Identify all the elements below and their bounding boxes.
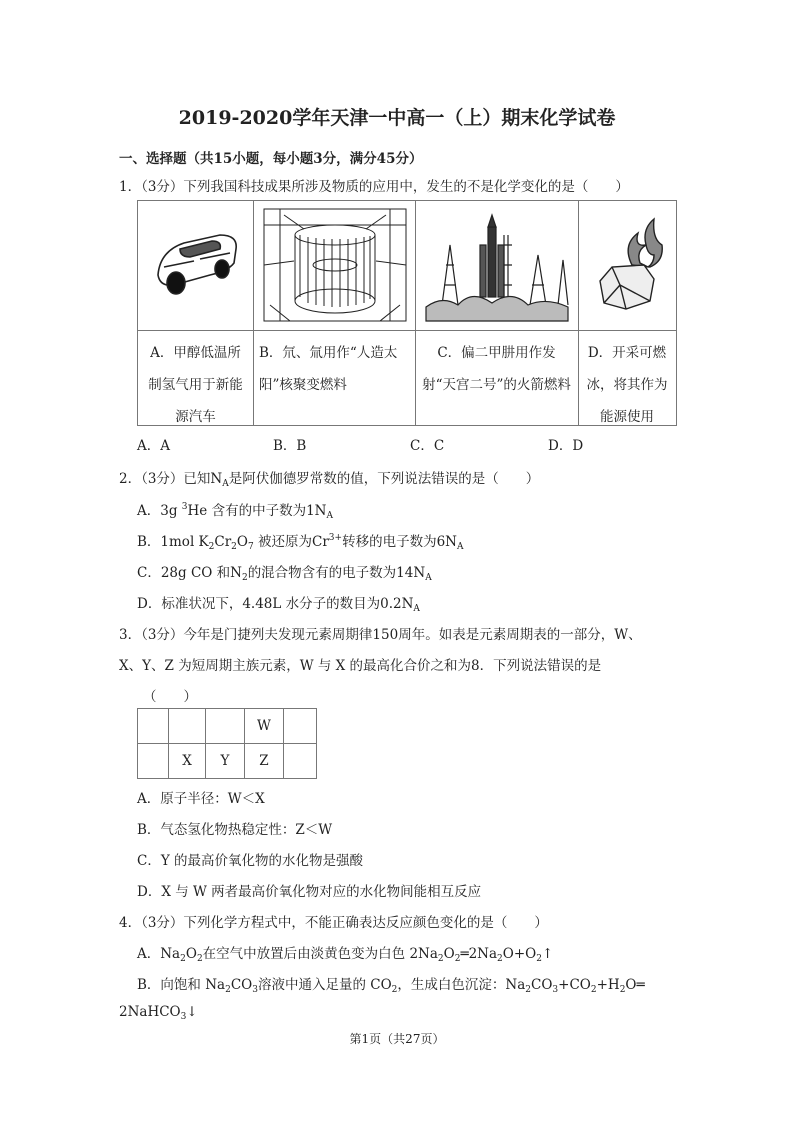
- table-cell: X: [169, 744, 206, 779]
- q4-option-b: B．向饱和 $Na_2CO_3$溶液中通入足量的 $CO_2$，生成白色沉淀：$Na_2CO_3+CO_2+H_2O═$: [137, 977, 645, 995]
- q3-stem-line1: 3．（3分）今年是门捷列夫发现元素周期律150周年。如表是元素周期表的一部分，W、: [119, 627, 642, 643]
- q4-stem: 4．（3分）下列化学方程式中，不能正确表达反应颜色变化的是（ ）: [119, 915, 548, 931]
- q3-stem-line2: X、Y、Z 为短周期主族元素，W 与 X 的最高化合价之和为8．下列说法错误的是: [119, 658, 602, 674]
- car-icon: [150, 205, 242, 325]
- q3-stem-line3: （ ）: [143, 689, 197, 705]
- fusion-reactor-icon: [260, 205, 410, 325]
- page-title: 2019-2020学年天津一中高一（上）期末化学试卷: [178, 107, 616, 129]
- table-cell: [206, 709, 245, 744]
- q1-stem: 1．（3分）下列我国科技成果所涉及物质的应用中，发生的不是化学变化的是（ ）: [119, 179, 629, 195]
- q3-option-c: C．Y 的最高价氧化物的水化物是强酸: [137, 853, 364, 869]
- q2-option-b: B．1mol $K_2Cr_2O_7$ 被还原为$Cr^{3+}$转移的电子数为$6N_A$: [137, 533, 464, 552]
- q1-option-a: A．A: [137, 438, 170, 454]
- table-cell: [138, 709, 169, 744]
- table-cell: Z: [245, 744, 284, 779]
- table-cell: [284, 744, 317, 779]
- section-heading: 一、选择题（共15小题，每小题3分，满分45分）: [119, 151, 423, 167]
- q1-option-b: B．B: [273, 438, 307, 454]
- q4-option-a: A．$Na_2O_2$在空气中放置后由淡黄色变为白色 $2Na_2O_2═2Na_2O+O_2↑$: [137, 946, 554, 964]
- q2-option-c: C．28g CO 和$N_2$的混合物含有的电子数为$14N_A$: [137, 565, 432, 583]
- q4-option-b-continued: 2NaHCO$_3$↓: [119, 1004, 198, 1022]
- q3-option-a: A．原子半径：W＜X: [137, 791, 265, 807]
- table-cell: Y: [206, 744, 245, 779]
- page-footer: 第1页（共27页）: [349, 1032, 445, 1046]
- q1-caption-a: A．甲醇低温所制氢气用于新能源汽车: [148, 345, 243, 425]
- q3-option-d: D．X 与 W 两者最高价氧化物对应的水化物间能相互反应: [137, 884, 482, 900]
- q2-option-a: A．3g $^3$He 含有的中子数为$1N_A$: [137, 502, 333, 521]
- table-cell: [138, 744, 169, 779]
- periodic-table-fragment: [137, 708, 317, 779]
- q1-caption-b: B．氘、氚用作“人造太阳”核聚变燃料: [259, 345, 398, 393]
- q1-caption-c: C．偏二甲肼用作发射“天宫二号”的火箭燃料: [422, 345, 571, 393]
- q1-image-table: [137, 200, 677, 426]
- table-cell: [284, 709, 317, 744]
- q3-option-b: B．气态氢化物热稳定性：Z＜W: [137, 822, 333, 838]
- q1-option-d: D．D: [548, 438, 584, 454]
- q1-caption-d: D．开采可燃冰，将其作为能源使用: [586, 345, 668, 425]
- q2-option-d: D．标准状况下，4.48L 水分子的数目为$0.2N_A$: [137, 596, 420, 614]
- q1-option-c: C．C: [410, 438, 445, 454]
- table-cell: [169, 709, 206, 744]
- table-cell: W: [245, 709, 284, 744]
- burning-ice-icon: [592, 205, 668, 325]
- q2-stem: 2．（3分）已知$N_A$是阿伏伽德罗常数的值，下列说法错误的是（ ）: [119, 471, 540, 489]
- rocket-launch-icon: [422, 205, 572, 325]
